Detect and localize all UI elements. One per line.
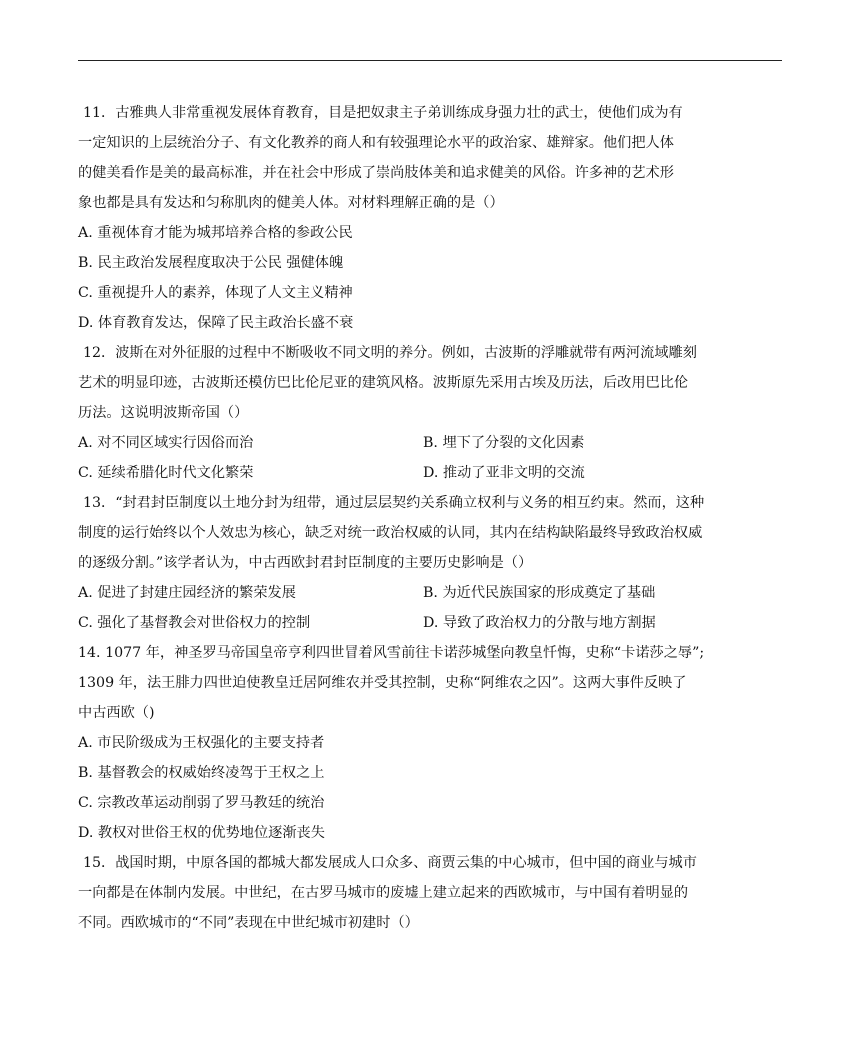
options-row	[78, 458, 778, 488]
question-stem-line: 14. 1077 年，神圣罗马帝国皇帝亨利四世冒着风雪前往卡诺莎城堡向教皇忏悔，史称“卡诺莎之辱”;	[78, 645, 705, 661]
option-b: B. 埋下了分裂的文化因素	[423, 435, 585, 451]
question-11	[78, 98, 778, 338]
option-a: A. 重视体育才能为城邦培养合格的参政公民	[78, 225, 353, 241]
options-row	[78, 428, 778, 458]
option-b: B. 基督教会的权威始终凌驾于王权之上	[78, 765, 325, 781]
question-stem-line: 1309 年，法王腓力四世迫使教皇迁居阿维农并受其控制，史称“阿维农之囚”。这两大事件反映了	[78, 675, 687, 691]
question-stem-line: 不同。西欧城市的“不同”表现在中世纪城市初建时（）	[78, 915, 419, 931]
question-14	[78, 638, 778, 848]
option-c: C. 宗教改革运动削弱了罗马教廷的统治	[78, 795, 325, 811]
option-c: C. 重视提升人的素养，体现了人文主义精神	[78, 285, 353, 301]
question-stem-line: 11．古雅典人非常重视发展体育教育，目是把奴隶主子弟训练成身强力壮的武士，使他们成为有	[83, 105, 683, 121]
exam-document	[78, 98, 778, 938]
question-stem-line: 艺术的明显印迹，古波斯还模仿巴比伦尼亚的建筑风格。波斯原先采用古埃及历法，后改用巴比伦	[78, 375, 689, 391]
option-b: B. 为近代民族国家的形成奠定了基础	[423, 585, 656, 601]
question-stem-line: 13．“封君封臣制度以土地分封为纽带，通过层层契约关系确立权利与义务的相互约束。然而，这种	[83, 495, 705, 511]
options-row	[78, 578, 778, 608]
question-13	[78, 488, 778, 638]
option-a: A. 对不同区域实行因俗而治	[78, 435, 254, 451]
option-c: C. 强化了基督教会对世俗权力的控制	[78, 615, 311, 631]
question-stem-line: 历法。这说明波斯帝国（）	[78, 405, 249, 421]
option-c: C. 延续希腊化时代文化繁荣	[78, 465, 254, 481]
option-d: D. 导致了政治权力的分散与地方割据	[423, 615, 656, 631]
option-d: D. 体育教育发达，保障了民主政治长盛不衰	[78, 315, 354, 331]
option-d: D. 教权对世俗王权的优势地位逐渐丧失	[78, 825, 325, 841]
option-d: D. 推动了亚非文明的交流	[423, 465, 585, 481]
question-stem-line: 一向都是在体制内发展。中世纪，在古罗马城市的废墟上建立起来的西欧城市，与中国有着明显的	[78, 885, 689, 901]
question-stem-line: 制度的运行始终以个人效忠为核心，缺乏对统一政治权威的认同，其内在结构缺陷最终导致政治权威	[78, 525, 703, 541]
option-a: A. 市民阶级成为王权强化的主要支持者	[78, 735, 325, 751]
question-15	[78, 848, 778, 938]
options-row	[78, 608, 778, 638]
option-a: A. 促进了封建庄园经济的繁荣发展	[78, 585, 296, 601]
question-stem-line: 的健美看作是美的最高标准，并在社会中形成了崇尚肢体美和追求健美的风俗。许多神的艺术形	[78, 165, 674, 181]
option-b: B. 民主政治发展程度取决于公民 强健体魄	[78, 255, 344, 271]
header-rule	[78, 60, 782, 61]
question-stem-line: 的逐级分割。”该学者认为，中古西欧封君封臣制度的主要历史影响是（）	[78, 555, 533, 571]
question-stem-line: 中古西欧（)	[78, 705, 155, 721]
question-12	[78, 338, 778, 488]
question-stem-line: 12．波斯在对外征服的过程中不断吸收不同文明的养分。例如，古波斯的浮雕就带有两河流域雕刻	[83, 345, 697, 361]
question-stem-line: 15．战国时期，中原各国的都城大都发展成人口众多、商贾云集的中心城市，但中国的商业与城市	[83, 855, 697, 871]
question-stem-line: 象也都是具有发达和匀称肌肉的健美人体。对材料理解正确的是（）	[78, 195, 504, 211]
question-stem-line: 一定知识的上层统治分子、有文化教养的商人和有较强理论水平的政治家、雄辩家。他们把人体	[78, 135, 674, 151]
